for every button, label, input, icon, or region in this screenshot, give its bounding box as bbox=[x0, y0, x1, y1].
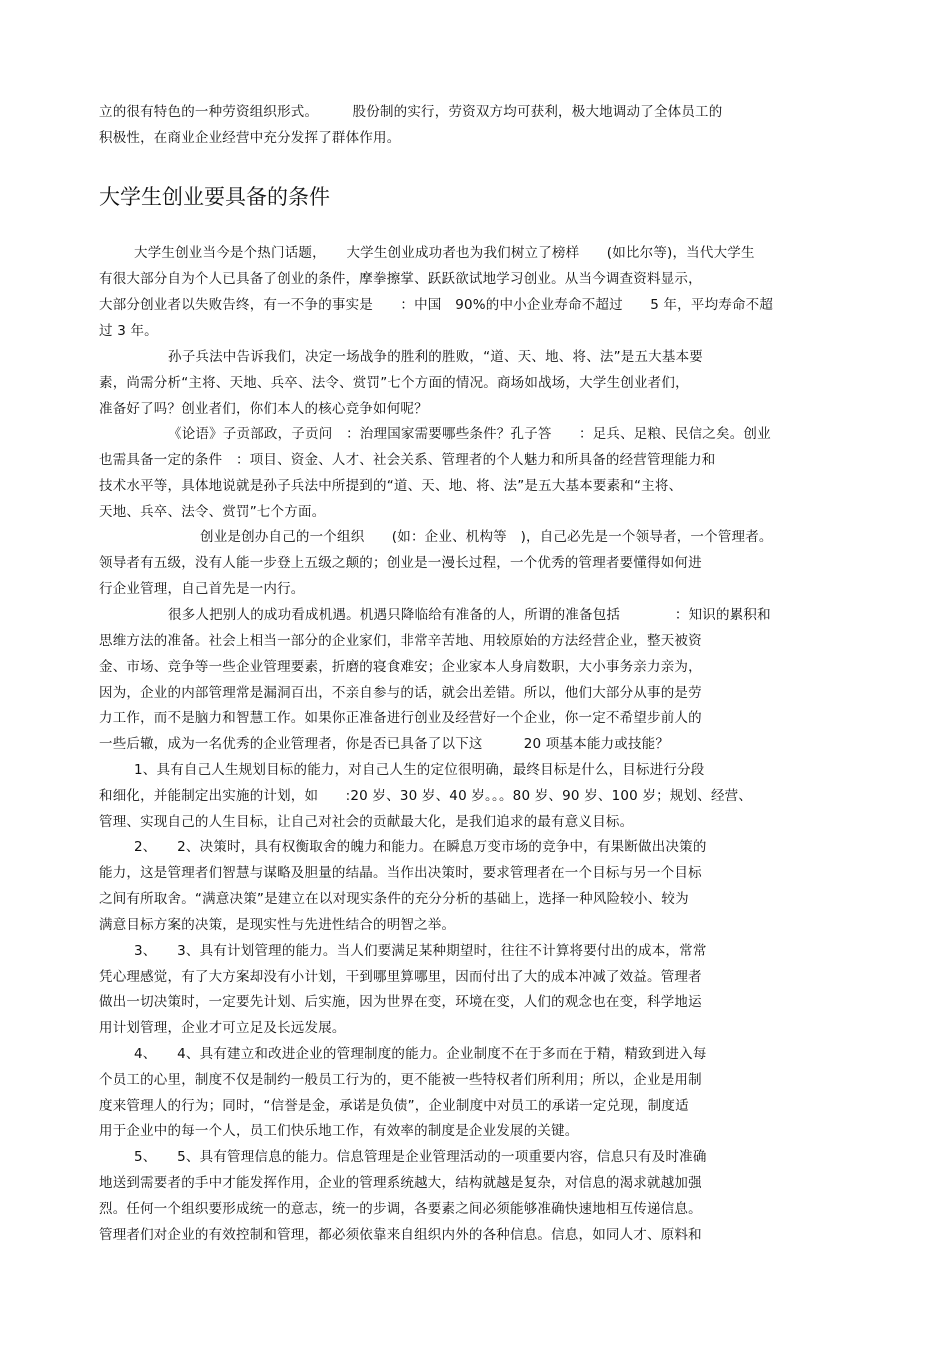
body-line: 大部分创业者以失败告终，有一不争的事实是 ：中国 90%的中小企业寿命不超过 5 年，平均寿命不超 bbox=[99, 297, 774, 313]
body-line: 大学生创业当今是个热门话题， 大学生创业成功者也为我们树立了榜样 (如比尔等)，当代大学生 bbox=[134, 245, 755, 261]
intro-line: 立的很有特色的一种劳资组织形式。 股份制的实行，劳资双方均可获利，极大地调动了全体员工的 bbox=[99, 104, 723, 120]
body-line: 领导者有五级，没有人能一步登上五级之颠的；创业是一漫长过程，一个优秀的管理者要懂得如何进 bbox=[99, 555, 702, 571]
body-line: 过 3 年。 bbox=[99, 323, 158, 339]
body-line: 能力，这是管理者们智慧与谋略及胆量的结晶。当作出决策时，要求管理者在一个目标与另一个目标 bbox=[99, 865, 702, 881]
body-line: 也需具备一定的条件 ：项目、资金、人才、社会关系、管理者的个人魅力和所具备的经营管理能力和 bbox=[99, 452, 716, 468]
body-line: 2、 2、决策时，具有权衡取舍的魄力和能力。在瞬息万变市场的竞争中，有果断做出决策的 bbox=[134, 839, 707, 855]
body-line: 凭心理感觉，有了大方案却没有小计划，干到哪里算哪里，因而付出了大的成本冲减了效益。管理者 bbox=[99, 969, 702, 985]
body-line: 烈。任何一个组织要形成统一的意志，统一的步调，各要素之间必须能够准确快速地相互传递信息。 bbox=[99, 1201, 702, 1217]
body-line: 力工作，而不是脑力和智慧工作。如果你正准备进行创业及经营好一个企业，你一定不希望步前人的 bbox=[99, 710, 702, 726]
body-line: 地送到需要者的手中才能发挥作用，企业的管理系统越大，结构就越是复杂，对信息的渴求就越加强 bbox=[99, 1175, 702, 1191]
body-line: 3、 3、具有计划管理的能力。当人们要满足某种期望时，往往不计算将要付出的成本，常常 bbox=[134, 943, 707, 959]
body-line: 管理、实现自己的人生目标，让自己对社会的贡献最大化，是我们追求的最有意义目标。 bbox=[99, 814, 634, 830]
body-line: 技术水平等，具体地说就是孙子兵法中所提到的“道、天、地、将、法”是五大基本要素和“主将、 bbox=[99, 478, 683, 494]
body-line: 1、具有自己人生规划目标的能力，对自己人生的定位很明确，最终目标是什么，目标进行分段 bbox=[134, 762, 705, 778]
body-line: 有很大部分自为个人已具备了创业的条件，摩拳擦掌、跃跃欲试地学习创业。从当今调查资料显示， bbox=[99, 271, 702, 287]
body-line: 行企业管理，自己首先是一内行。 bbox=[99, 581, 305, 597]
body-line: 度来管理人的行为；同时，“信誉是金，承诺是负债”，企业制度中对员工的承诺一定兑现，制度适 bbox=[99, 1098, 689, 1114]
body-line: 金、市场、竞争等一些企业管理要素，折磨的寝食难安；企业家本人身肩数职，大小事务亲力亲为， bbox=[99, 659, 702, 675]
intro-line: 积极性，在商业企业经营中充分发挥了群体作用。 bbox=[99, 130, 401, 146]
body-line: 因为，企业的内部管理常是漏洞百出，不亲自参与的话，就会出差错。所以，他们大部分从事的是劳 bbox=[99, 685, 702, 701]
body-line: 5、 5、具有管理信息的能力。信息管理是企业管理活动的一项重要内容，信息只有及时准确 bbox=[134, 1149, 707, 1165]
body-line: 4、 4、具有建立和改进企业的管理制度的能力。企业制度不在于多而在于精，精致到进入每 bbox=[134, 1046, 707, 1062]
body-line: 满意目标方案的决策，是现实性与先进性结合的明智之举。 bbox=[99, 917, 456, 933]
body-line: 准备好了吗？创业者们，你们本人的核心竞争如何呢？ bbox=[99, 401, 428, 417]
body-line: 一些后辙，成为一名优秀的企业管理者，你是否已具备了以下这 20 项基本能力或技能？ bbox=[99, 736, 670, 752]
body-line: 个员工的心里，制度不仅是制约一般员工行为的，更不能被一些特权者们所利用；所以，企业是用制 bbox=[99, 1072, 702, 1088]
body-line: 做出一切决策时，一定要先计划、后实施，因为世界在变，环境在变，人们的观念也在变，科学地运 bbox=[99, 994, 702, 1010]
body-line: 很多人把别人的成功看成机遇。机遇只降临给有准备的人，所谓的准备包括 ：知识的累积和 bbox=[168, 607, 771, 623]
body-line: 用于企业中的每一个人，员工们快乐地工作，有效率的制度是企业发展的关键。 bbox=[99, 1123, 579, 1139]
body-line: 素，尚需分析“主将、天地、兵卒、法令、赏罚”七个方面的情况。商场如战场，大学生创业者们， bbox=[99, 375, 689, 391]
body-line: 创业是创办自己的一个组织 (如：企业、机构等 )，自己必先是一个领导者，一个管理者。 bbox=[200, 529, 773, 545]
body-line: 用计划管理，企业才可立足及长远发展。 bbox=[99, 1020, 346, 1036]
body-line: 《论语》子贡部政，子贡问 ：治理国家需要哪些条件？孔子答 ：足兵、足粮、民信之矣。创业 bbox=[168, 426, 771, 442]
body-line: 思维方法的准备。社会上相当一部分的企业家们，非常辛苦地、用较原始的方法经营企业，整天被资 bbox=[99, 633, 702, 649]
section-title: 大学生创业要具备的条件 bbox=[99, 185, 330, 209]
body-line: 和细化，并能制定出实施的计划，如 :20 岁、30 岁、40 岁。。。80 岁、90 岁、100 岁；规划、经营、 bbox=[99, 788, 753, 804]
body-line: 管理者们对企业的有效控制和管理，都必须依靠来自组织内外的各种信息。信息，如同人才、原料和 bbox=[99, 1227, 702, 1243]
body-line: 之间有所取舍。“满意决策”是建立在以对现实条件的充分分析的基础上，选择一种风险较小、较为 bbox=[99, 891, 689, 907]
body-line: 孙子兵法中告诉我们，决定一场战争的胜利的胜败，“道、天、地、将、法”是五大基本要 bbox=[168, 349, 703, 365]
body-line: 天地、兵卒、法令、赏罚”七个方面。 bbox=[99, 504, 326, 520]
